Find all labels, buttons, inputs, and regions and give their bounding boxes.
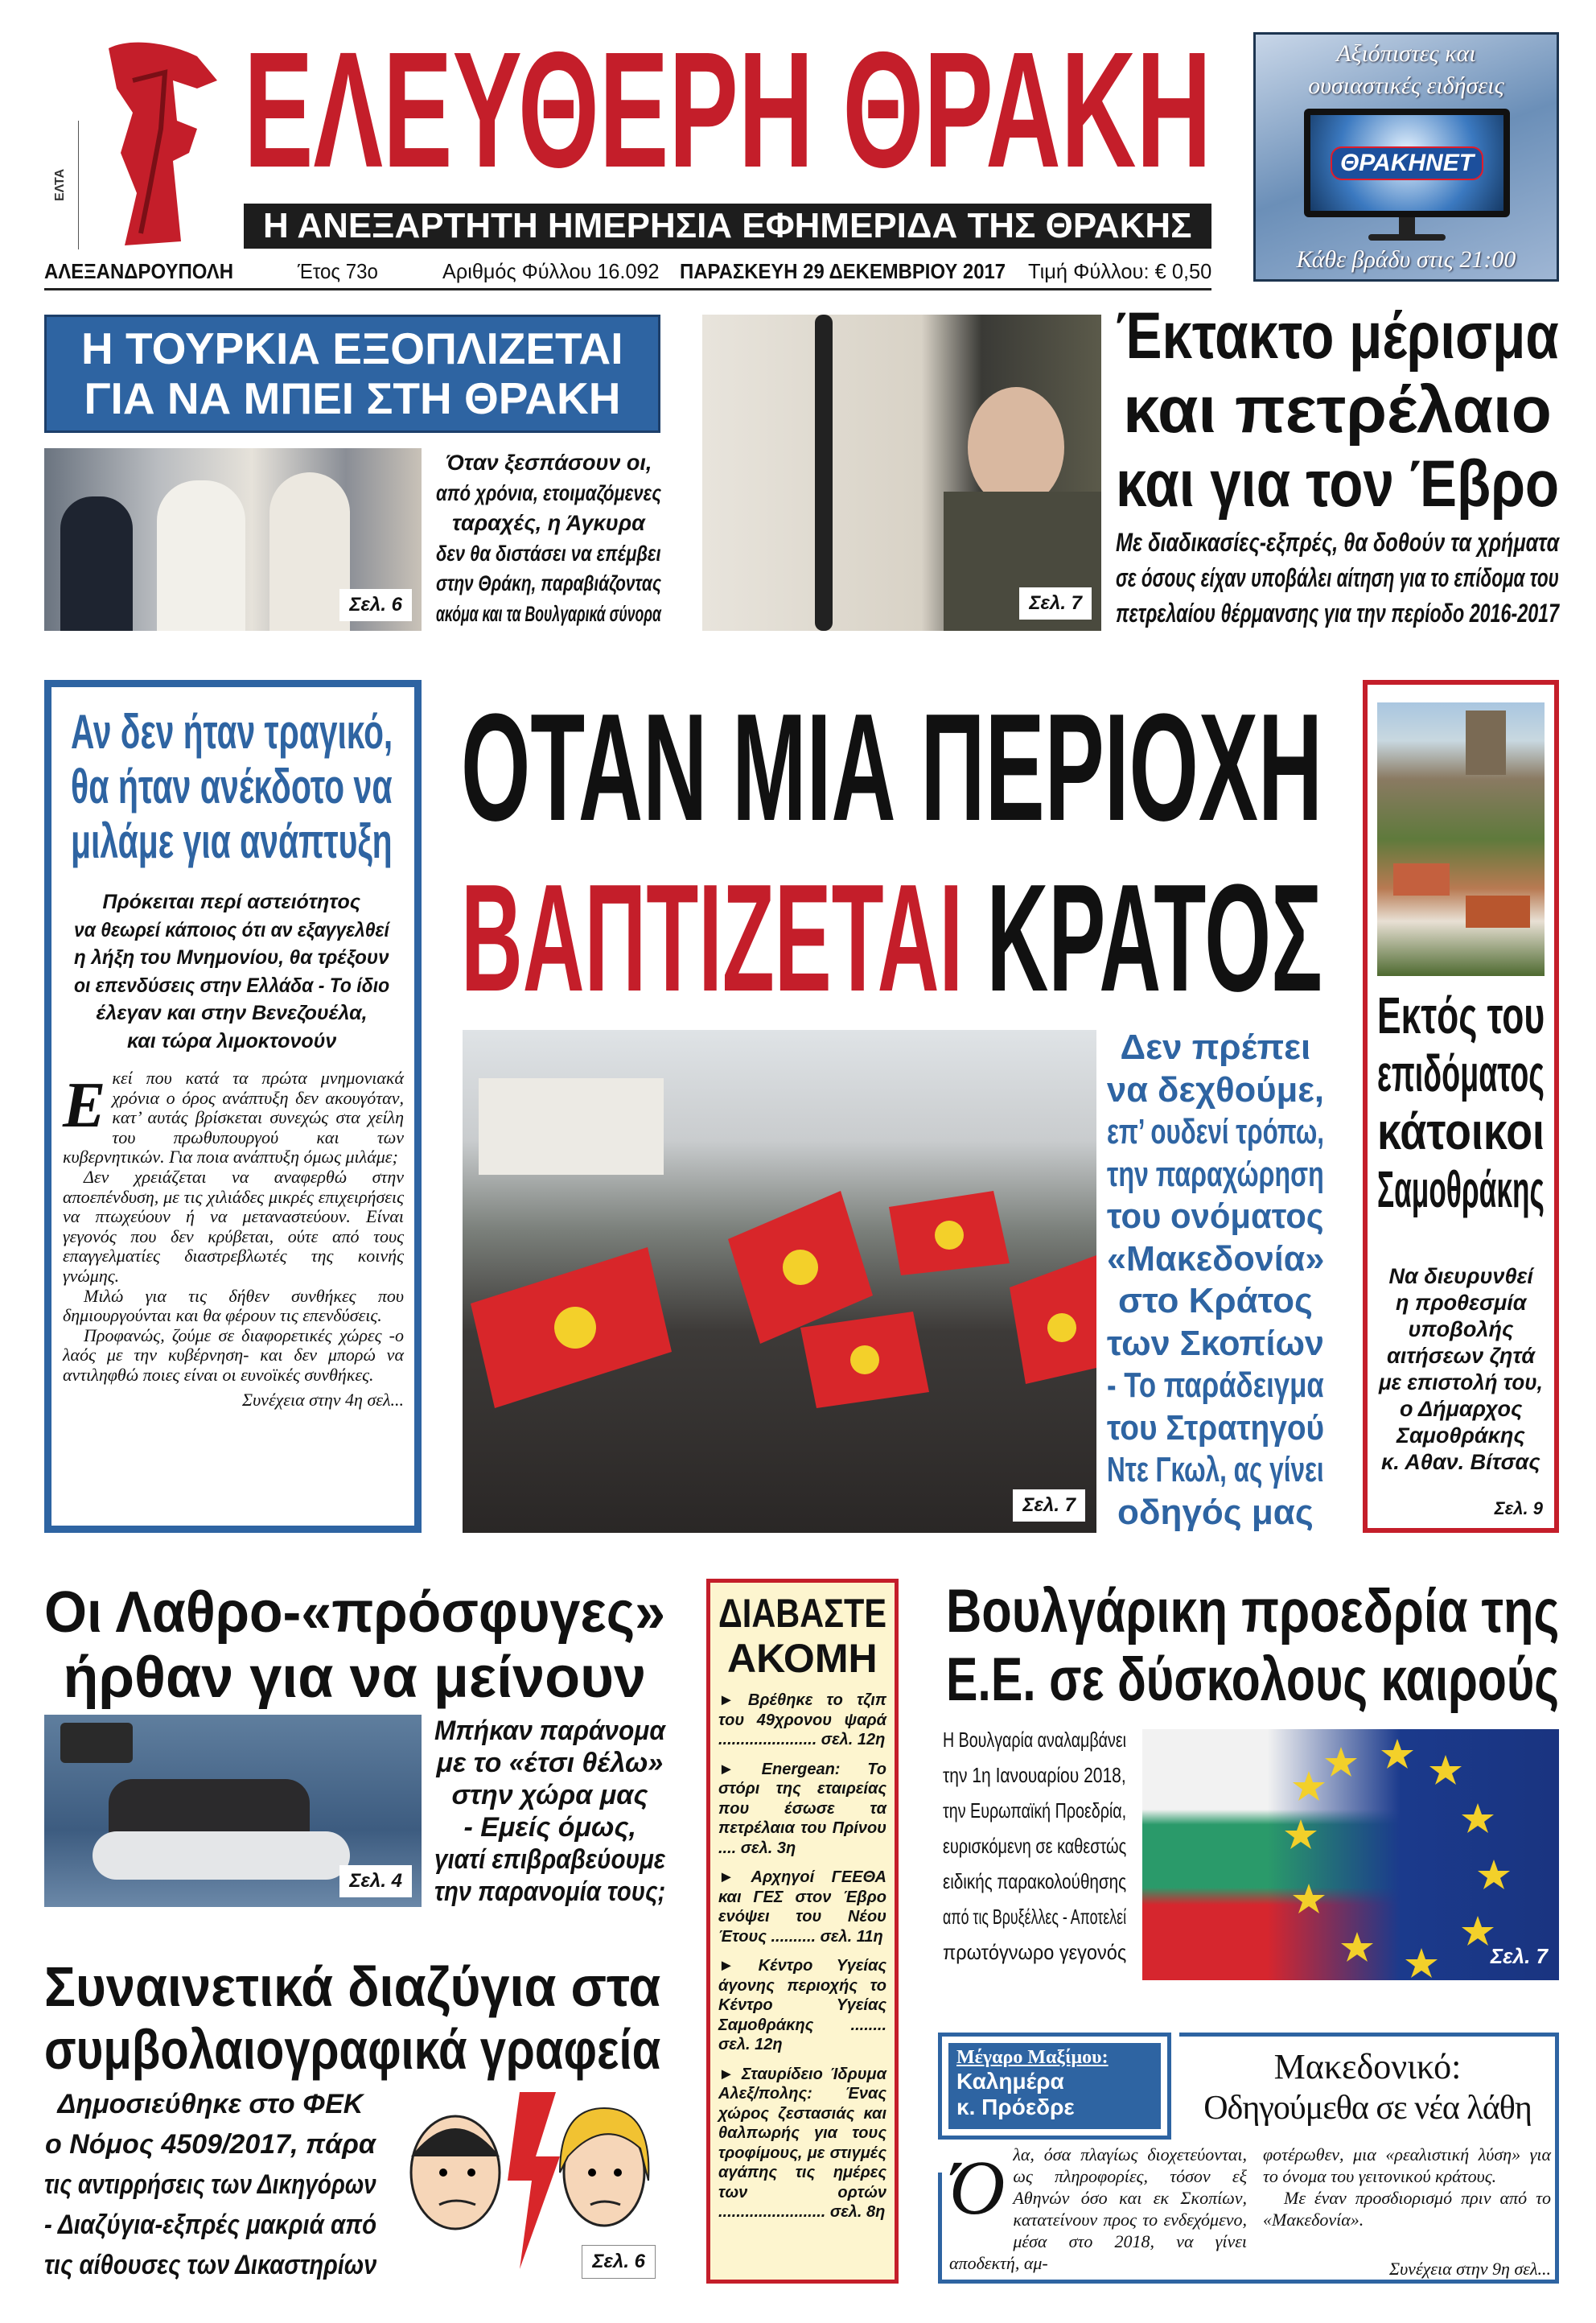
- label-line: Καλημέρα: [956, 2069, 1064, 2094]
- bulgaria-headline-line: Βουλγάρικη προεδρία της: [946, 1577, 1560, 1645]
- lead-side-line: Δεν πρέπει: [1120, 1028, 1311, 1067]
- statue-logo: [76, 32, 237, 253]
- page-ref: Σελ. 4: [339, 1865, 412, 1897]
- read-more-item[interactable]: ► Βρέθηκε το τζιπ του 49χρονου ψαρά ...................... σελ. 12η: [718, 1691, 886, 1748]
- fuel-headline-line: και πετρέλαιο: [1123, 373, 1552, 447]
- newspaper-title-text: ΕΛΕΥΘΕΡΗ ΘΡΑΚΗ: [244, 18, 1212, 202]
- bulgaria-eu-flag-photo[interactable]: [1142, 1729, 1559, 1980]
- refugees-teaser-line: - Εμείς όμως,: [463, 1812, 636, 1843]
- opinion-headline-line: μιλάμε για ανάπτυξη: [71, 814, 393, 868]
- read-more-item[interactable]: ► Κέντρο Υγείας άγονης περιοχής το Κέντρο Υγείας Σαμοθράκης ........ σελ. 12η: [718, 1957, 886, 2053]
- continued-link[interactable]: Συνέχεια στην 9η σελ...: [1389, 2259, 1551, 2279]
- opinion-subhead-line: και τώρα λιμοκτονούν: [127, 1029, 337, 1052]
- ad-line-2: ουσιαστικές ειδήσεις: [1308, 72, 1504, 99]
- bulgaria-headline-line: Ε.Ε. σε δύσκολους καιρούς: [946, 1645, 1560, 1714]
- samothrace-headline-line: Εκτός του: [1377, 986, 1545, 1044]
- read-more-title: ΑΚΟΜΗ: [727, 1636, 878, 1681]
- lead-headline-black: ΚΡΑΤΟΣ: [986, 853, 1322, 1024]
- lead-side-line: να δεχθούμε,: [1107, 1069, 1324, 1110]
- turkey-teaser-line: στην Θράκη, παραβιάζοντας: [436, 571, 661, 595]
- fuel-subtext: [1116, 525, 1559, 631]
- bulgaria-headline[interactable]: [946, 1577, 1559, 1714]
- city: ΑΛΕΞΑΝΔΡΟΥΠΟΛΗ: [44, 259, 234, 283]
- masthead-rule: [44, 288, 1211, 290]
- price: Τιμή Φύλλου: € 0,50: [1028, 259, 1212, 283]
- lead-side-line: Ντε Γκωλ, ας γίνει: [1107, 1450, 1324, 1489]
- divorce-cartoon[interactable]: [399, 2084, 660, 2284]
- opinion-body: [63, 1069, 404, 1410]
- monitor-icon: [1304, 109, 1510, 217]
- issue-date: ΠΑΡΑΣΚΕΥΗ 29 ΔΕΚΕΜΒΡΙΟΥ 2017: [680, 259, 1006, 283]
- fuel-tank-photo[interactable]: [702, 315, 1101, 631]
- macedonian-title[interactable]: [1183, 2047, 1553, 2129]
- flag-icon: [800, 1312, 929, 1408]
- samothrace-headline-line: Σαμοθράκης: [1377, 1160, 1545, 1218]
- fuel-headline-line: και για τον Έβρο: [1116, 447, 1560, 521]
- samothrace-headline[interactable]: [1377, 986, 1545, 1218]
- bulgaria-teaser-line: την 1η Ιανουαρίου 2018,: [943, 1763, 1126, 1787]
- page-ref: Σελ. 6: [339, 589, 412, 621]
- read-more-item[interactable]: ► Energean: Το στόρι της εταιρείας που έσωσε τα πετρέλαια του Πρίνου .... σελ. 3η: [718, 1760, 886, 1857]
- turkey-teaser: [436, 448, 661, 629]
- samothrace-subtext-line: κ. Αθαν. Βίτσας: [1381, 1450, 1540, 1474]
- bulgaria-teaser-line: Η Βουλγαρία αναλαμβάνει: [943, 1728, 1126, 1752]
- samothrace-subtext-line: με επιστολή του,: [1379, 1370, 1543, 1394]
- lead-headline-line-1[interactable]: ΟΤΑΝ ΜΙΑ ΠΕΡΙΟΧΗ: [461, 682, 1323, 853]
- refugees-teaser-line: στην χώρα μας: [451, 1780, 648, 1810]
- label-kicker: Μέγαρο Μαξίμου:: [956, 2047, 1109, 2068]
- maximos-label[interactable]: [938, 2033, 1171, 2140]
- eu-stars-icon: [1285, 1739, 1510, 1978]
- continued-link[interactable]: Συνέχεια στην 4η σελ...: [242, 1389, 404, 1410]
- fuel-headline[interactable]: [1116, 299, 1559, 521]
- bulgaria-teaser-line: πρωτόγνωρο γεγονός: [943, 1940, 1127, 1964]
- fuel-subtext-line: πετρελαίου θέρμανσης για την περίοδο 2016-2017: [1116, 599, 1560, 628]
- issue-number: Αριθμός Φύλλου 16.092: [442, 259, 660, 283]
- samothrace-subtext-line: αιτήσεων ζητά: [1387, 1344, 1536, 1368]
- flag-icon: [1010, 1255, 1096, 1384]
- fuel-headline-line: Έκτακτο μέρισμα: [1116, 299, 1559, 373]
- page-ref: Σελ. 7: [1490, 1944, 1548, 1968]
- lead-side-line: του ονόματος: [1107, 1197, 1324, 1236]
- macedonian-left-rule: [938, 2173, 942, 2284]
- opinion-paragraph: Μιλώ για τις δήθεν συνθήκες που δημιουργούνται και θα φέρουν τις επενδύσεις.: [63, 1285, 404, 1326]
- macedonian-top-rule: [1179, 2033, 1559, 2037]
- opinion-paragraph: Προφανώς, ζούμε σε διαφορετικές χώρες -ο λαός με την κυβέρνηση- και δεν μπορώ να αντιληφθώ ποιες είναι οι ευνοϊκές συνθήκες.: [63, 1324, 404, 1385]
- page-ref: Σελ. 7: [1013, 1489, 1085, 1522]
- drop-cap: Ό: [949, 2144, 1006, 2230]
- turkey-teaser-line: ταραχές, η Άγκυρα: [452, 511, 645, 535]
- turkey-headline-line: Η ΤΟΥΡΚΙΑ ΕΞΟΠΛΙΖΕΤΑΙ: [81, 323, 623, 373]
- opinion-subhead-line: να θεωρεί κάποιος ότι αν εξαγγελθεί: [74, 918, 389, 941]
- tagline: Η ΑΝΕΞΑΡΤΗΤΗ ΗΜΕΡΗΣΙΑ ΕΦΗΜΕΡΙΔΑ ΤΗΣ ΘΡΑΚΗΣ: [263, 206, 1192, 245]
- refugees-headline-line: ήρθαν για να μείνουν: [63, 1645, 647, 1710]
- man-face-icon: [411, 2116, 500, 2229]
- lead-side-line: επ’ ουδενί τρόπω,: [1107, 1112, 1324, 1151]
- year: Έτος 73ο: [298, 259, 378, 283]
- read-more-item[interactable]: ► Αρχηγοί ΓΕΕΘΑ και ΓΕΣ στον Έβρο ενόψει του Νέου Έτους .......... σελ. 11η: [718, 1868, 886, 1946]
- woman-face-icon: [560, 2108, 648, 2226]
- refugees-teaser: [434, 1715, 665, 1908]
- opinion-subhead-line: η λήξη του Μνημονίου, θα τρέξουν: [74, 946, 389, 969]
- divorce-teaser-line: Δημοσιεύθηκε στο ΦΕΚ: [57, 2089, 364, 2119]
- lead-side-line: - Το παράδειγμα: [1107, 1365, 1324, 1405]
- elta-logo-text: ΕΛΤΑ: [53, 168, 67, 202]
- fuel-subtext-line: Με διαδικασίες-εξπρές, θα δοθούν τα χρήματα: [1116, 528, 1560, 557]
- opinion-subhead-line: οι επενδύσεις στην Ελλάδα - Το ίδιο: [74, 974, 390, 997]
- drop-cap: Ε: [63, 1070, 106, 1141]
- divorce-teaser-line: τις αντιρρήσεις των Δικηγόρων: [44, 2169, 376, 2200]
- lead-headline-red: ΒΑΠΤΙΖΕΤΑΙ: [461, 853, 964, 1024]
- monitor-base: [1368, 234, 1446, 241]
- refugees-teaser-line: με το «έτσι θέλω»: [436, 1748, 664, 1778]
- macedonian-title-line: Οδηγούμεθα σε νέα λάθη: [1203, 2090, 1532, 2127]
- read-more-box: [706, 1579, 899, 2284]
- lead-side-line: στο Κράτος: [1118, 1281, 1313, 1320]
- flag-icon: [471, 1247, 672, 1408]
- opinion-subhead: [74, 888, 389, 1055]
- refugee-boat-photo[interactable]: [44, 1715, 422, 1907]
- bulgaria-teaser-line: από τις Βρυξέλλες - Αποτελεί: [943, 1905, 1127, 1929]
- newspaper-title: [244, 18, 1211, 202]
- read-more-title: ΔΙΑΒΑΣΤΕ: [718, 1591, 887, 1636]
- label-line: κ. Πρόεδρε: [956, 2094, 1075, 2119]
- lead-headline-line-2[interactable]: [461, 853, 1322, 1024]
- turkey-headline-box[interactable]: [44, 315, 660, 433]
- refugees-headline-line: Οι Λαθρο-«πρόσφυγες»: [44, 1580, 666, 1645]
- lead-side-line: του Στρατηγού: [1107, 1407, 1325, 1448]
- fuel-subtext-line: σε όσους είχαν υποβάλει αίτηση για το επίδομα του: [1116, 563, 1559, 592]
- opinion-headline-line: Αν δεν ήταν τραγικό,: [71, 705, 393, 759]
- opinion-subhead-line: έλεγαν και στην Βενεζουέλα,: [96, 1002, 368, 1024]
- tagline-bar: [244, 204, 1211, 249]
- thrakinet-ad[interactable]: [1253, 32, 1559, 282]
- macedonian-col-1: Όλα, όσα πλαγίως διοχετεύονται, ως πληροφορίες, τόσον εξ Αθηνών όσο και εκ Σκοπίων, κατατείνουν προς το ενδεχόμενο, μέσα στο 2018, να γίνει αποδεκτή, αμ-: [949, 2144, 1247, 2273]
- turkey-teaser-line: ακόμα και τα Βουλγαρικά σύνορα: [436, 601, 661, 626]
- samothrace-subtext-line: η προθεσμία: [1396, 1291, 1527, 1315]
- samothrace-subtext-line: υποβολής: [1408, 1317, 1514, 1341]
- opinion-paragraph: κεί που κατά τα πρώτα μνημονιακά χρόνια ο όρος ανάπτυξη δεν ακουγόταν, κατ’ αυτάς βρίσκεται συνεχώς στα χείλη του πρωθυπουργού και των κυβερνητικών. Για ποια ανάπτυξη όμως μιλάμε;: [63, 1068, 404, 1168]
- samothrace-subtext-line: Να διευρυνθεί: [1388, 1264, 1533, 1288]
- lead-side-line: οδηγός μας: [1117, 1492, 1314, 1532]
- opinion-paragraph: Δεν χρειάζεται να αναφερθώ στην αποεπένδυση, με τις χιλιάδες μικρές επιχειρήσεις να πτωχεύουν ή να μεταναστεύουν. Είναι γεγονός που δεν κρύβεται, ούτε από τους επαγγελματίες διαστρεβλωτές της κοινής γνώμης.: [63, 1166, 404, 1286]
- lead-side-text: [1107, 1027, 1324, 1534]
- page-ref: Σελ. 6: [582, 2245, 656, 2279]
- erdogan-photo[interactable]: [44, 448, 422, 631]
- divorce-teaser-line: τις αίθουσες των Δικαστηρίων: [44, 2250, 377, 2280]
- divorce-headline-line: συμβολαιογραφικά γραφεία: [44, 2018, 661, 2081]
- read-more-item[interactable]: ► Σταυρίδειο Ίδρυμα Αλεξ/πολης: Ένας χώρος ζεστασιάς και θαλπωρής για τους τροφίμους, με στιγμές αγάπης τις ημέρες των ορτών ........................ σελ. 8η: [718, 2065, 886, 2221]
- samothrace-village-photo[interactable]: [1377, 702, 1545, 976]
- turkey-teaser-line: Όταν ξεσπάσουν οι,: [446, 451, 652, 475]
- elta-logo: [53, 121, 79, 249]
- page-ref: Σελ. 9: [1494, 1498, 1543, 1518]
- samothrace-headline-line: επιδόματος: [1377, 1044, 1545, 1102]
- refugees-headline[interactable]: [44, 1580, 665, 1711]
- bulgaria-teaser-line: την Ευρωπαϊκή Προεδρία,: [943, 1798, 1127, 1823]
- lead-side-line: των Σκοπίων: [1107, 1323, 1324, 1363]
- lightning-icon: [508, 2092, 560, 2269]
- flag-icon: [889, 1191, 1010, 1275]
- turkey-headline-line: ΓΙΑ ΝΑ ΜΠΕΙ ΣΤΗ ΘΡΑΚΗ: [84, 373, 621, 423]
- refugees-teaser-line: γιατί επιβραβεύουμε: [434, 1844, 666, 1875]
- page-ref: Σελ. 7: [1019, 587, 1092, 620]
- lead-side-line: «Μακεδονία»: [1107, 1238, 1325, 1279]
- divorce-headline[interactable]: [44, 1955, 660, 2081]
- lead-side-line: την παραχώρηση: [1107, 1154, 1324, 1194]
- samothrace-subtext: [1379, 1263, 1543, 1476]
- divorce-teaser-line: ο Νόμος 4509/2017, πάρα: [45, 2129, 376, 2160]
- ad-schedule: Κάθε βράδυ στις 21:00: [1296, 246, 1516, 273]
- samothrace-headline-line: κάτοικοι: [1377, 1102, 1545, 1160]
- opinion-subhead-line: Πρόκειται περί αστειότητος: [102, 891, 361, 913]
- divorce-headline-line: Συναινετικά διαζύγια στα: [44, 1955, 661, 2018]
- samothrace-subtext-line: Σαμοθράκης: [1396, 1423, 1525, 1448]
- opinion-headline[interactable]: [71, 705, 393, 869]
- macedonia-protest-photo[interactable]: [463, 1030, 1096, 1533]
- ad-brand: ΘΡΑΚΗNET: [1331, 146, 1483, 180]
- bulgaria-teaser-line: ειδικής παρακολούθησης: [943, 1869, 1127, 1893]
- opinion-headline-line: θα ήταν ανέκδοτο να: [71, 760, 393, 813]
- divorce-teaser: [44, 2084, 376, 2285]
- bulgaria-teaser: [943, 1722, 1126, 1970]
- divorce-teaser-line: - Διαζύγια-εξπρές μακριά από: [44, 2210, 377, 2240]
- macedonian-title-line: Μακεδονικό:: [1273, 2047, 1462, 2086]
- turkey-teaser-line: δεν θα διστάσει να επέμβει: [436, 541, 661, 566]
- refugees-teaser-line: Μπήκαν παράνομα: [434, 1715, 665, 1746]
- refugees-teaser-line: την παρανομία τους;: [434, 1876, 666, 1907]
- macedonian-col-2: φοτέρωθεν, μια «ρεαλιστική λύση» για το όνομα του γειτονικού κράτους. Με έναν προσδιορισμό πριν από το «Μακεδονία». Συνέχεια στην 9η σελ...: [1263, 2144, 1551, 2279]
- bulgaria-teaser-line: ευρισκόμενη σε καθεστώς: [943, 1834, 1127, 1858]
- ad-line-1: Αξιόπιστες και: [1336, 40, 1476, 67]
- samothrace-subtext-line: ο Δήμαρχος: [1400, 1397, 1523, 1421]
- turkey-teaser-line: από χρόνια, ετοιμαζόμενες: [436, 480, 661, 505]
